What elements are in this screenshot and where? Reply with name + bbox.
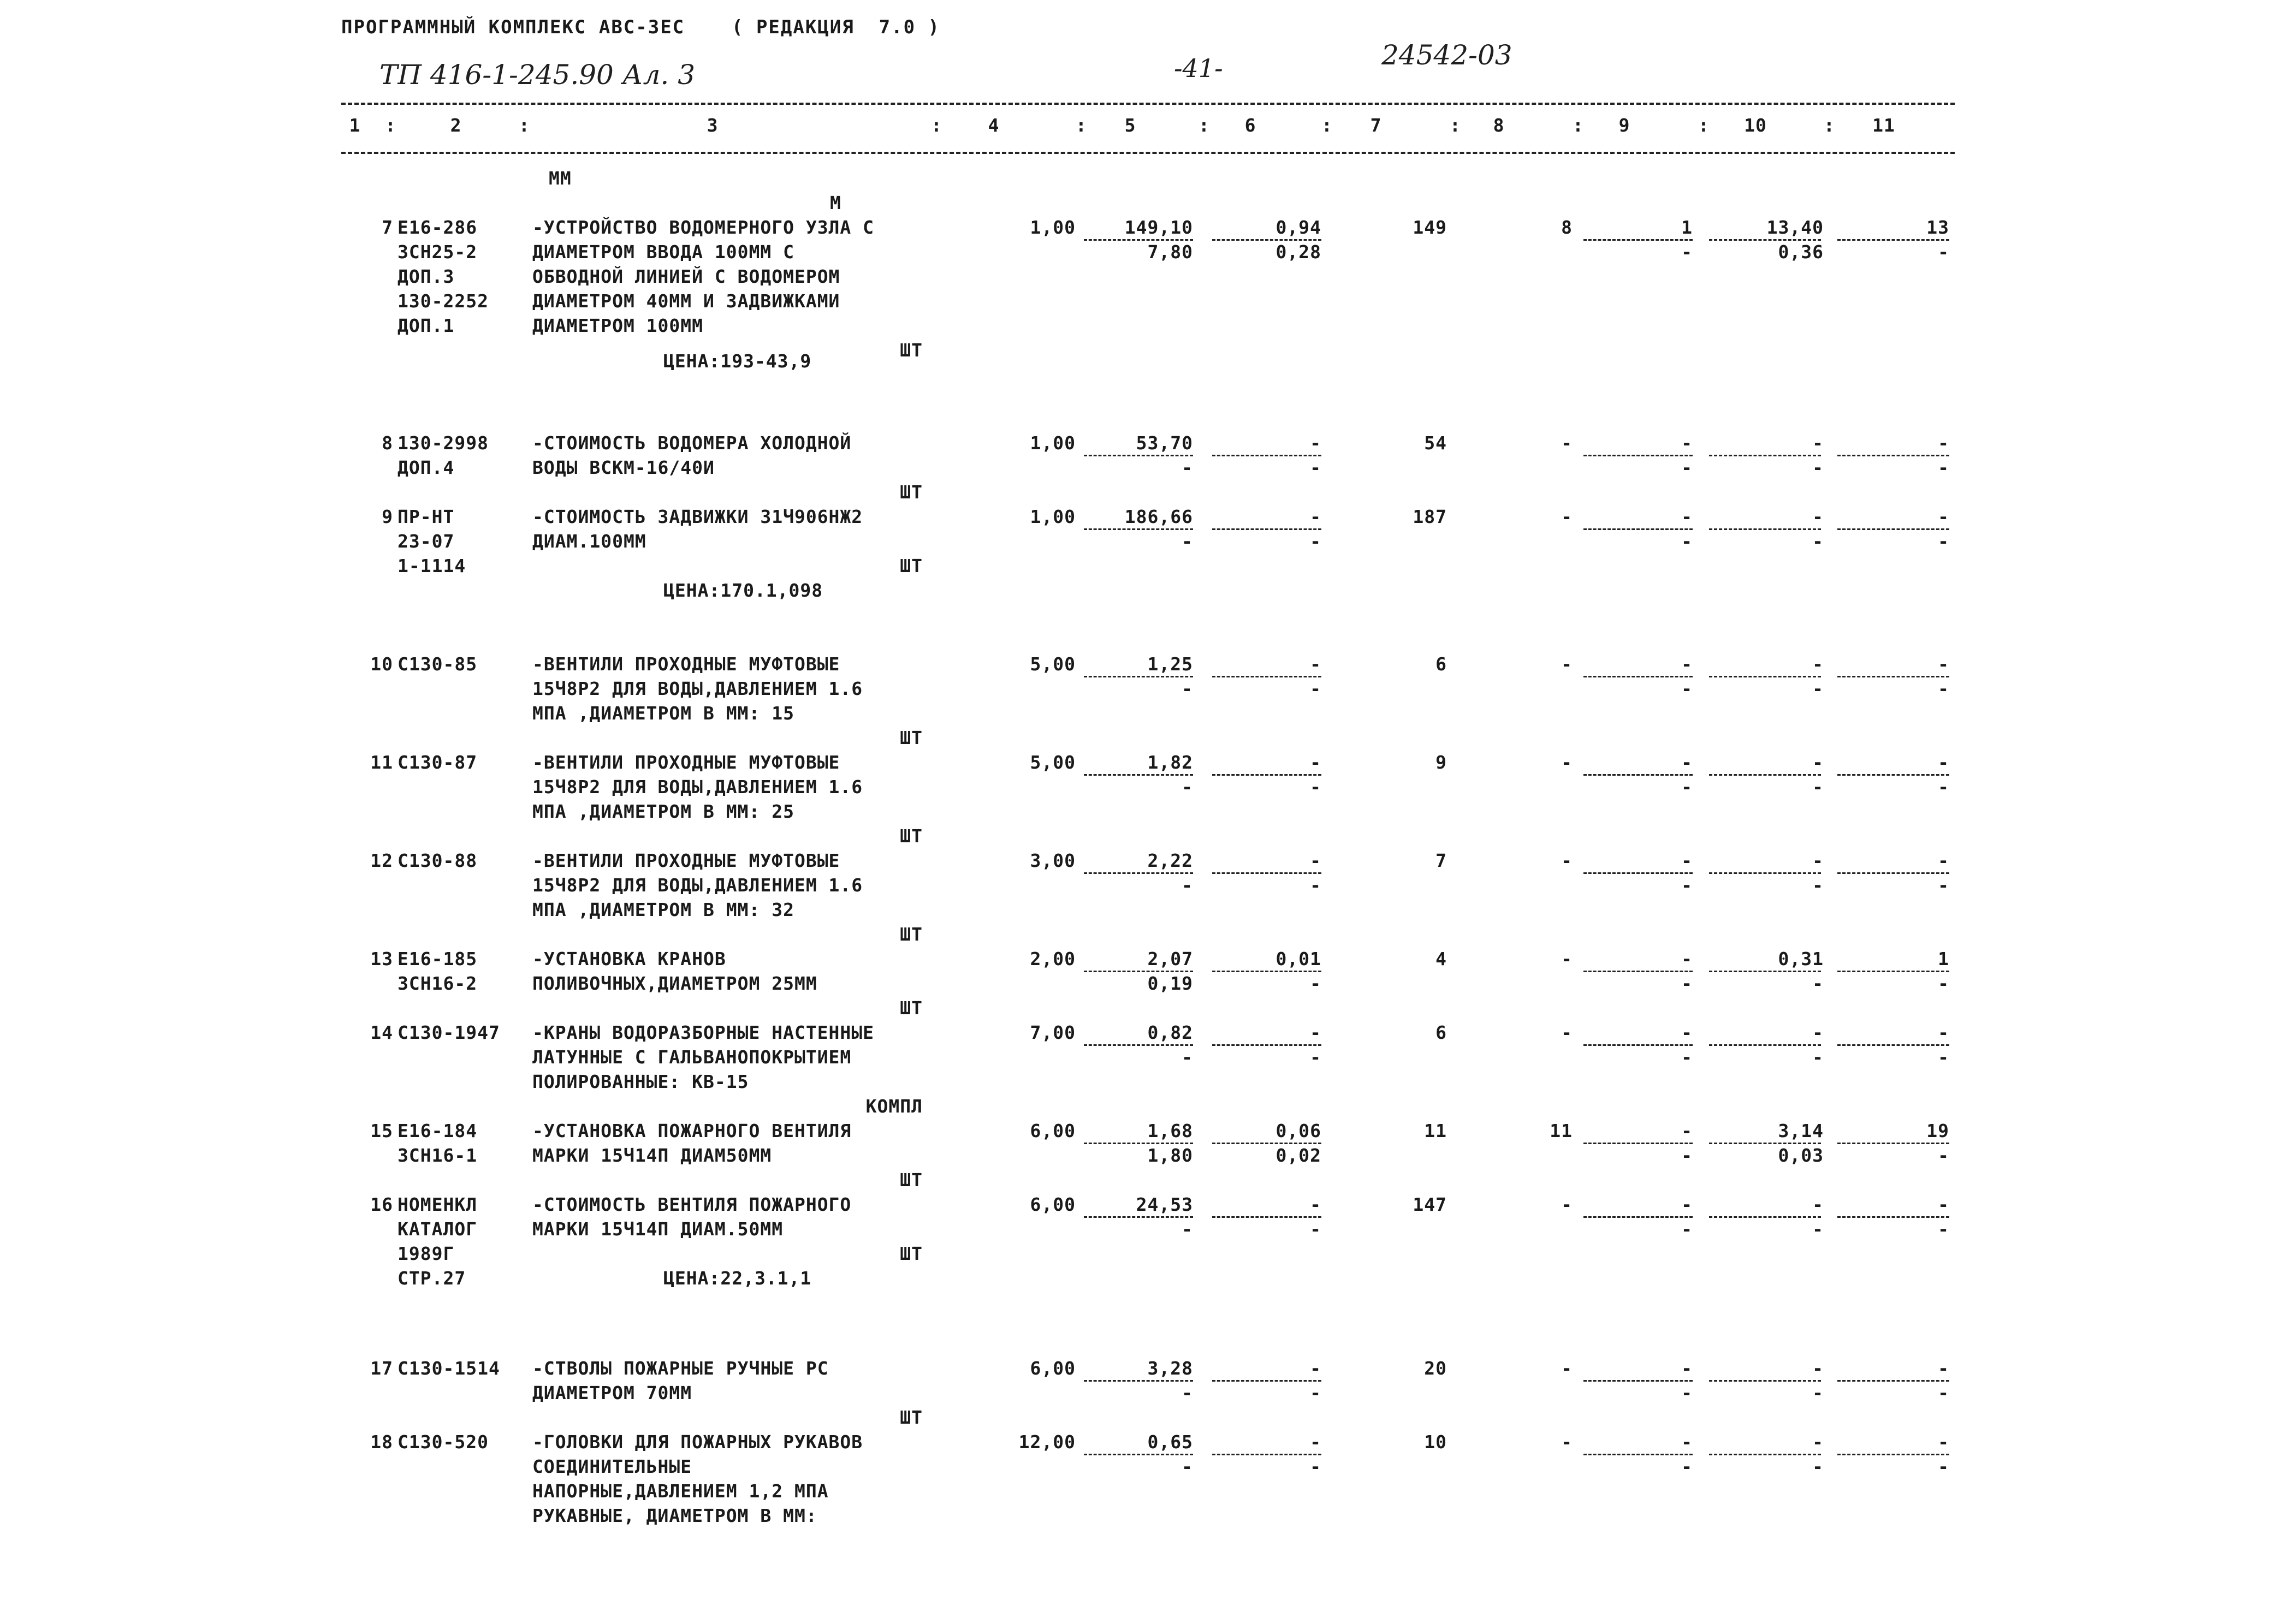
row-description: ВОДЫ ВСКМ-16/40И	[532, 457, 715, 478]
cell-c8: -	[1561, 1358, 1573, 1379]
cell-c4: 1,00	[1030, 217, 1076, 238]
header-rule-bottom	[341, 152, 1955, 154]
cell-c6: -	[1310, 1022, 1321, 1043]
cell-c6: -	[1310, 653, 1321, 675]
cell-c10b: -	[1812, 1456, 1824, 1477]
cell-c7: 6	[1435, 653, 1447, 675]
row-number: 15	[370, 1120, 393, 1141]
cell-c4: 6,00	[1030, 1120, 1076, 1141]
cell-c9b: -	[1681, 241, 1693, 263]
row-code: С130-85	[398, 653, 478, 675]
row-description: МАРКИ 15Ч14П ДИАМ50ММ	[532, 1145, 772, 1166]
cell-c11: -	[1938, 850, 1949, 871]
cell-c8: -	[1561, 752, 1573, 773]
row-description: -СТОИМОСТЬ ВЕНТИЛЯ ПОЖАРНОГО	[532, 1194, 852, 1215]
cell-c8: -	[1561, 1194, 1573, 1215]
cell-c10b: -	[1812, 776, 1824, 798]
cell-c9b: -	[1681, 875, 1693, 896]
cell-c7: 6	[1435, 1022, 1447, 1043]
row-number: 14	[370, 1022, 393, 1043]
cell-c5: 2,07	[1147, 948, 1193, 969]
cell-c6b: -	[1310, 1382, 1321, 1403]
cell-c5: 0,82	[1147, 1022, 1193, 1043]
row-description: ПОЛИВОЧНЫХ,ДИАМЕТРОМ 25ММ	[532, 973, 817, 994]
column-header-3: 3	[707, 115, 719, 136]
column-separator: :	[1321, 115, 1333, 136]
cell-c10: -	[1812, 752, 1824, 773]
cell-c7: 9	[1435, 752, 1447, 773]
cell-c11b: -	[1938, 678, 1949, 699]
row-description: -ВЕНТИЛИ ПРОХОДНЫЕ МУФТОВЫЕ	[532, 850, 840, 871]
cell-c11: -	[1938, 506, 1949, 527]
cell-c10b: 0,36	[1778, 241, 1824, 263]
cell-c5b: -	[1182, 1046, 1193, 1068]
cell-c6b: -	[1310, 875, 1321, 896]
row-unit: ШТ	[900, 340, 923, 361]
row-description: ЛАТУННЫЕ С ГАЛЬВАНОПОКРЫТИЕМ	[532, 1046, 852, 1068]
row-number: 9	[382, 506, 393, 527]
row-unit: ШТ	[900, 1169, 923, 1191]
row-code: 1-1114	[398, 555, 466, 576]
cell-c6b: -	[1310, 457, 1321, 478]
row-description: МПА ,ДИАМЕТРОМ В ММ: 32	[532, 899, 794, 920]
row-description: СОЕДИНИТЕЛЬНЫЕ	[532, 1456, 692, 1477]
cell-c8: 11	[1550, 1120, 1573, 1141]
row-code: 130-2252	[398, 290, 489, 312]
row-description: ДИАМЕТРОМ 100ММ	[532, 315, 704, 336]
cell-c9: -	[1681, 432, 1693, 454]
cell-c10b: -	[1812, 875, 1824, 896]
row-description: МПА ,ДИАМЕТРОМ В ММ: 15	[532, 703, 794, 724]
row-code: ДОП.1	[398, 315, 455, 336]
cell-c6b: -	[1310, 1046, 1321, 1068]
cell-c5b: -	[1182, 1456, 1193, 1477]
row-code: Е16-184	[398, 1120, 478, 1141]
column-header-6: 6	[1244, 115, 1256, 136]
column-header-2: 2	[450, 115, 462, 136]
column-header-11: 11	[1872, 115, 1895, 136]
cell-c10: -	[1812, 1431, 1824, 1453]
page-number: -41-	[1174, 53, 1223, 83]
cell-c7: 147	[1413, 1194, 1447, 1215]
cell-c10: 3,14	[1778, 1120, 1824, 1141]
cell-c5: 186,66	[1124, 506, 1193, 527]
cell-c7: 11	[1424, 1120, 1447, 1141]
cell-c6: -	[1310, 1431, 1321, 1453]
row-code: КАТАЛОГ	[398, 1218, 478, 1240]
cell-c11b: -	[1938, 1382, 1949, 1403]
cell-c11b: -	[1938, 875, 1949, 896]
row-description: ОБВОДНОЙ ЛИНИЕЙ С ВОДОМЕРОМ	[532, 266, 840, 287]
row-code: Е16-185	[398, 948, 478, 969]
cell-c6: 0,06	[1275, 1120, 1321, 1141]
cell-c9b: -	[1681, 1382, 1693, 1403]
column-separator: :	[1199, 115, 1210, 136]
row-description: ДИАМЕТРОМ 40ММ И ЗАДВИЖКАМИ	[532, 290, 840, 312]
cell-c11: 1	[1938, 948, 1949, 969]
cell-c10: -	[1812, 653, 1824, 675]
row-description: ДИАМЕТРОМ 70ММ	[532, 1382, 692, 1403]
cell-c5: 2,22	[1147, 850, 1193, 871]
cell-c9: -	[1681, 1431, 1693, 1453]
cell-c4: 5,00	[1030, 752, 1076, 773]
row-description: -УСТРОЙСТВО ВОДОМЕРНОГО УЗЛА С	[532, 217, 875, 238]
cell-c11b: -	[1938, 1218, 1949, 1240]
row-unit: ШТ	[900, 1407, 923, 1428]
row-unit: ШТ	[900, 997, 923, 1019]
cell-c5b: 1,80	[1147, 1145, 1193, 1166]
row-unit: ШТ	[900, 555, 923, 576]
cell-c8: -	[1561, 653, 1573, 675]
column-separator: :	[931, 115, 942, 136]
cell-c8: -	[1561, 1022, 1573, 1043]
program-title: ПРОГРАММНЫЙ КОМПЛЕКС АВС-3ЕС	[341, 16, 685, 38]
cell-c4: 1,00	[1030, 432, 1076, 454]
row-price: ЦЕНА:22,3.1,1	[663, 1268, 812, 1289]
cell-c11: -	[1938, 752, 1949, 773]
cell-c9: -	[1681, 948, 1693, 969]
cell-c10b: -	[1812, 973, 1824, 994]
cell-c4: 3,00	[1030, 850, 1076, 871]
column-header-8: 8	[1493, 115, 1505, 136]
row-description: -ВЕНТИЛИ ПРОХОДНЫЕ МУФТОВЫЕ	[532, 752, 840, 773]
cell-c10: -	[1812, 850, 1824, 871]
cell-c6b: -	[1310, 1218, 1321, 1240]
cell-c11b: -	[1938, 1145, 1949, 1166]
cell-c5b: -	[1182, 531, 1193, 552]
cell-c4: 12,00	[1018, 1431, 1076, 1453]
row-description: ДИАМ.100ММ	[532, 531, 646, 552]
cell-c6b: 0,28	[1275, 241, 1321, 263]
row-code: 130-2998	[398, 432, 489, 454]
row-description: -ГОЛОВКИ ДЛЯ ПОЖАРНЫХ РУКАВОВ	[532, 1431, 863, 1453]
cell-c6b: 0,02	[1275, 1145, 1321, 1166]
cell-c10: -	[1812, 432, 1824, 454]
row-number: 17	[370, 1358, 393, 1379]
cell-c4: 5,00	[1030, 653, 1076, 675]
column-separator: :	[519, 115, 530, 136]
header-rule-top	[341, 103, 1955, 105]
row-unit: ШТ	[900, 825, 923, 847]
row-unit: КОМПЛ	[865, 1096, 923, 1117]
cell-c10b: 0,03	[1778, 1145, 1824, 1166]
column-header-4: 4	[988, 115, 1000, 136]
cell-c4: 6,00	[1030, 1358, 1076, 1379]
cell-c6: -	[1310, 432, 1321, 454]
cell-c6b: -	[1310, 776, 1321, 798]
cell-c5b: -	[1182, 678, 1193, 699]
row-code: 23-07	[398, 531, 455, 552]
cell-c9: -	[1681, 653, 1693, 675]
cell-c5: 0,65	[1147, 1431, 1193, 1453]
row-code: С130-1947	[398, 1022, 500, 1043]
column-separator: :	[385, 115, 396, 136]
cell-c7: 10	[1424, 1431, 1447, 1453]
cell-c11b: -	[1938, 241, 1949, 263]
handwritten-number: 24542-03	[1381, 39, 1512, 71]
cell-c11: -	[1938, 1358, 1949, 1379]
row-number: 8	[382, 432, 393, 454]
cell-c11b: -	[1938, 531, 1949, 552]
cell-c5b: -	[1182, 875, 1193, 896]
cell-c6b: -	[1310, 973, 1321, 994]
cell-c9b: -	[1681, 1046, 1693, 1068]
cell-c10: 13,40	[1766, 217, 1824, 238]
column-separator: :	[1450, 115, 1461, 136]
row-code: С130-87	[398, 752, 478, 773]
row-description: ДИАМЕТРОМ ВВОДА 100ММ С	[532, 241, 794, 263]
cell-c9b: -	[1681, 1456, 1693, 1477]
cell-c5: 1,25	[1147, 653, 1193, 675]
cell-c10: -	[1812, 1194, 1824, 1215]
cell-c11b: -	[1938, 457, 1949, 478]
cell-c6b: -	[1310, 531, 1321, 552]
cell-c9b: -	[1681, 457, 1693, 478]
cell-c10: 0,31	[1778, 948, 1824, 969]
cell-c9: -	[1681, 1194, 1693, 1215]
column-separator: :	[1076, 115, 1087, 136]
cell-c9: 1	[1681, 217, 1693, 238]
row-number: 10	[370, 653, 393, 675]
row-price: ЦЕНА:170.1,098	[663, 580, 823, 601]
pre-line: ММ	[549, 168, 572, 189]
cell-c5b: 0,19	[1147, 973, 1193, 994]
cell-c4: 7,00	[1030, 1022, 1076, 1043]
row-description: -СТОИМОСТЬ ЗАДВИЖКИ 31Ч906НЖ2	[532, 506, 863, 527]
cell-c11: -	[1938, 1194, 1949, 1215]
row-code: 3СН25-2	[398, 241, 478, 263]
row-description: 15Ч8Р2 ДЛЯ ВОДЫ,ДАВЛЕНИЕМ 1.6	[532, 678, 863, 699]
row-unit: ШТ	[900, 481, 923, 503]
cell-c9: -	[1681, 850, 1693, 871]
row-code: ДОП.4	[398, 457, 455, 478]
cell-c6: -	[1310, 506, 1321, 527]
cell-c9: -	[1681, 506, 1693, 527]
row-code: С130-520	[398, 1431, 489, 1453]
cell-c11: 19	[1926, 1120, 1949, 1141]
cell-c11b: -	[1938, 1046, 1949, 1068]
cell-c8: -	[1561, 432, 1573, 454]
cell-c5b: -	[1182, 1218, 1193, 1240]
cell-c9: -	[1681, 1358, 1693, 1379]
row-code: Е16-286	[398, 217, 478, 238]
cell-c5: 149,10	[1124, 217, 1193, 238]
column-separator: :	[1824, 115, 1835, 136]
cell-c7: 7	[1435, 850, 1447, 871]
row-number: 13	[370, 948, 393, 969]
row-description: -СТОИМОСТЬ ВОДОМЕРА ХОЛОДНОЙ	[532, 432, 852, 454]
cell-c9b: -	[1681, 531, 1693, 552]
cell-c9: -	[1681, 1120, 1693, 1141]
cell-c7: 149	[1413, 217, 1447, 238]
row-number: 11	[370, 752, 393, 773]
column-header-10: 10	[1744, 115, 1767, 136]
cell-c6: -	[1310, 850, 1321, 871]
cell-c6b: -	[1310, 678, 1321, 699]
cell-c6: 0,94	[1275, 217, 1321, 238]
cell-c11b: -	[1938, 973, 1949, 994]
cell-c7: 54	[1424, 432, 1447, 454]
cell-c11: -	[1938, 432, 1949, 454]
cell-c10b: -	[1812, 1218, 1824, 1240]
row-code: НОМЕНКЛ	[398, 1194, 478, 1215]
row-unit: ШТ	[900, 1243, 923, 1264]
cell-c9b: -	[1681, 678, 1693, 699]
row-code: С130-88	[398, 850, 478, 871]
cell-c9b: -	[1681, 973, 1693, 994]
cell-c11b: -	[1938, 1456, 1949, 1477]
row-unit: ШТ	[900, 924, 923, 945]
row-description: МАРКИ 15Ч14П ДИАМ.50ММ	[532, 1218, 784, 1240]
cell-c11: -	[1938, 653, 1949, 675]
cell-c5b: 7,80	[1147, 241, 1193, 263]
row-code: ДОП.3	[398, 266, 455, 287]
row-code: ПР-НТ	[398, 506, 455, 527]
cell-c7: 20	[1424, 1358, 1447, 1379]
row-number: 12	[370, 850, 393, 871]
cell-c10b: -	[1812, 1046, 1824, 1068]
cell-c10b: -	[1812, 678, 1824, 699]
cell-c5b: -	[1182, 457, 1193, 478]
cell-c10b: -	[1812, 457, 1824, 478]
row-code: С130-1514	[398, 1358, 500, 1379]
cell-c4: 1,00	[1030, 506, 1076, 527]
edition-label: ( РЕДАКЦИЯ 7.0 )	[732, 16, 940, 38]
row-number: 18	[370, 1431, 393, 1453]
cell-c9b: -	[1681, 1218, 1693, 1240]
cell-c8: -	[1561, 506, 1573, 527]
cell-c8: -	[1561, 1431, 1573, 1453]
row-description: ПОЛИРОВАННЫЕ: КВ-15	[532, 1071, 749, 1092]
cell-c5: 24,53	[1136, 1194, 1193, 1215]
cell-c4: 6,00	[1030, 1194, 1076, 1215]
cell-c5b: -	[1182, 1382, 1193, 1403]
cell-c7: 187	[1413, 506, 1447, 527]
row-description: -УСТАНОВКА КРАНОВ	[532, 948, 726, 969]
cell-c9b: -	[1681, 1145, 1693, 1166]
cell-c10: -	[1812, 506, 1824, 527]
row-number: 16	[370, 1194, 393, 1215]
cell-c6: -	[1310, 1194, 1321, 1215]
cell-c10b: -	[1812, 1382, 1824, 1403]
cell-c6: -	[1310, 752, 1321, 773]
cell-c6: 0,01	[1275, 948, 1321, 969]
cell-c6b: -	[1310, 1456, 1321, 1477]
cell-c8: -	[1561, 948, 1573, 969]
column-header-1: 1	[349, 115, 361, 136]
column-header-5: 5	[1124, 115, 1136, 136]
pre-line: М	[830, 192, 841, 213]
cell-c11b: -	[1938, 776, 1949, 798]
column-header-7: 7	[1370, 115, 1382, 136]
cell-c4: 2,00	[1030, 948, 1076, 969]
cell-c11: -	[1938, 1022, 1949, 1043]
row-code: 3СН16-2	[398, 973, 478, 994]
cell-c9b: -	[1681, 776, 1693, 798]
cell-c6: -	[1310, 1358, 1321, 1379]
column-header-9: 9	[1618, 115, 1630, 136]
row-description: 15Ч8Р2 ДЛЯ ВОДЫ,ДАВЛЕНИЕМ 1.6	[532, 875, 863, 896]
cell-c5: 53,70	[1136, 432, 1193, 454]
cell-c10: -	[1812, 1358, 1824, 1379]
cell-c9: -	[1681, 1022, 1693, 1043]
cell-c5: 1,68	[1147, 1120, 1193, 1141]
cell-c8: 8	[1561, 217, 1573, 238]
row-description: МПА ,ДИАМЕТРОМ В ММ: 25	[532, 801, 794, 822]
cell-c5b: -	[1182, 776, 1193, 798]
cell-c8: -	[1561, 850, 1573, 871]
row-description: -УСТАНОВКА ПОЖАРНОГО ВЕНТИЛЯ	[532, 1120, 852, 1141]
row-description: -ВЕНТИЛИ ПРОХОДНЫЕ МУФТОВЫЕ	[532, 653, 840, 675]
row-unit: ШТ	[900, 727, 923, 748]
column-separator: :	[1698, 115, 1710, 136]
cell-c11: -	[1938, 1431, 1949, 1453]
row-price: ЦЕНА:193-43,9	[663, 350, 812, 372]
column-separator: :	[1573, 115, 1584, 136]
cell-c11: 13	[1926, 217, 1949, 238]
row-description: НАПОРНЫЕ,ДАВЛЕНИЕМ 1,2 МПА	[532, 1480, 829, 1502]
cell-c9: -	[1681, 752, 1693, 773]
cell-c10b: -	[1812, 531, 1824, 552]
row-description: -КРАНЫ ВОДОРАЗБОРНЫЕ НАСТЕННЫЕ	[532, 1022, 875, 1043]
row-code: СТР.27	[398, 1268, 466, 1289]
cell-c5: 1,82	[1147, 752, 1193, 773]
row-description: -СТВОЛЫ ПОЖАРНЫЕ РУЧНЫЕ РС	[532, 1358, 829, 1379]
cell-c7: 4	[1435, 948, 1447, 969]
cell-c5: 3,28	[1147, 1358, 1193, 1379]
row-number: 7	[382, 217, 393, 238]
row-code: 1989Г	[398, 1243, 455, 1264]
cell-c10: -	[1812, 1022, 1824, 1043]
row-code: 3СН16-1	[398, 1145, 478, 1166]
row-description: 15Ч8Р2 ДЛЯ ВОДЫ,ДАВЛЕНИЕМ 1.6	[532, 776, 863, 798]
row-description: РУКАВНЫЕ, ДИАМЕТРОМ В ММ:	[532, 1505, 817, 1526]
document-code: ТП 416-1-245.90 Ал. 3	[379, 59, 696, 91]
